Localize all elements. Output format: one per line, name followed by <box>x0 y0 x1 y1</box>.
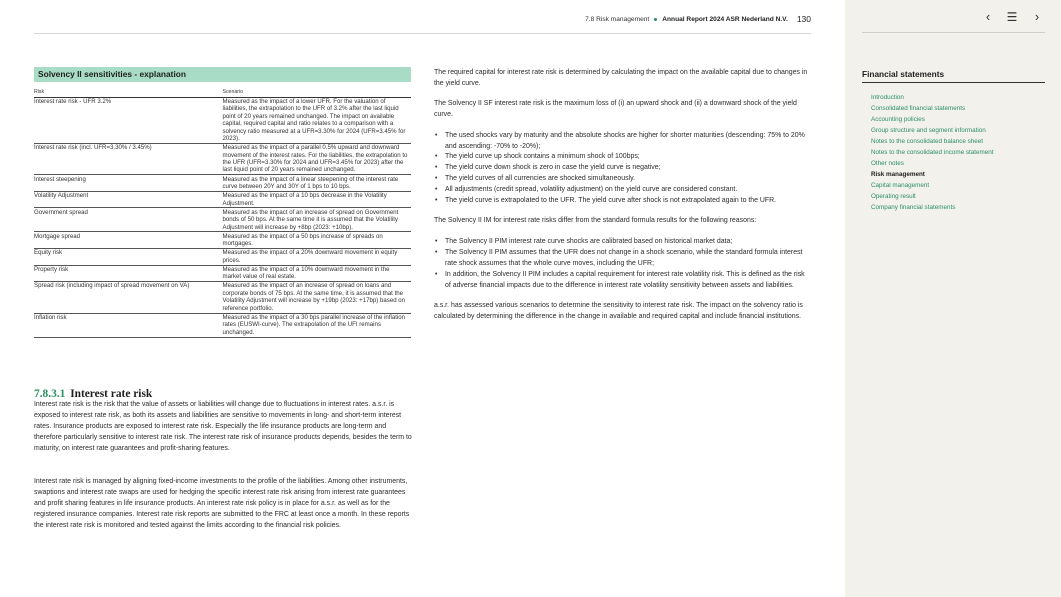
table-row <box>34 282 411 313</box>
im-differences-paragraph: The Solvency II IM for interest rate risks differ from the standard formula results for the following reasons: <box>434 217 757 225</box>
scenario-cell: Measured as the impact of a linear steepening of the interest rate curve between 20Y and 30Y of 1 bps to 10 bps. <box>223 175 412 192</box>
chevron-left-icon[interactable]: ‹ <box>985 9 991 24</box>
risk-cell: Inflation risk <box>34 313 223 337</box>
risk-cell: Interest rate risk - UFR 3.2% <box>34 97 223 143</box>
sidebar-divider <box>862 32 1045 33</box>
scenario-cell: Measured as the impact of a 10% downward movement in the market value of real estate. <box>223 265 412 282</box>
scenario-cell: Measured as the impact of a parallel 0.5% upward and downward movement of the interest rates. For the liabilities, the extrapolation to the UFR (UFR=3.30% for 2024 and UFR=3.45% for 2023) after the last liquid point of 20 years remained unchanged. <box>223 143 412 174</box>
sensitivities-table <box>34 88 411 338</box>
bullet-item: • The Solvency II PIM interest rate curve shocks are calibrated based on historical market data; <box>434 237 811 248</box>
table-row <box>34 97 411 143</box>
sidebar-title: Financial statements <box>862 69 1045 83</box>
risk-cell: Volatility Adjustment <box>34 191 223 208</box>
table-row <box>34 313 411 337</box>
sidebar-link-notes-to-the-consolidated-balance-sheet[interactable]: Notes to the consolidated balance sheet <box>871 138 984 146</box>
required-capital-paragraph: The required capital for interest rate risk is determined by calculating the impact on the available capital due to changes in the yield curve. <box>434 69 808 87</box>
header-meta <box>585 14 811 24</box>
scenario-cell: Measured as the impact of a 20% downward movement in equity prices. <box>223 248 412 265</box>
chevron-right-icon[interactable]: › <box>1034 9 1040 24</box>
risk-cell: Equity risk <box>34 248 223 265</box>
table-row <box>34 143 411 174</box>
sidebar-link-capital-management[interactable]: Capital management <box>871 182 930 190</box>
sidebar-link-other-notes[interactable]: Other notes <box>871 160 904 168</box>
section-heading <box>34 388 152 400</box>
header-report-title: Annual Report 2024 ASR Nederland N.V. <box>662 15 788 23</box>
sidebar-link-accounting-policies[interactable]: Accounting policies <box>871 116 925 124</box>
sidebar-link-company-financial-statements[interactable]: Company financial statements <box>871 204 956 212</box>
sidebar-link-operating-result[interactable]: Operating result <box>871 193 916 201</box>
sidebar-link-consolidated-financial-statements[interactable]: Consolidated financial statements <box>871 105 966 113</box>
scenario-cell: Measured as the impact of an increase of spread on Government bonds of 50 bps. At the same time it is assumed that the Volatility Adjustment will increase by +8bp (2023: +10bp). <box>223 208 412 232</box>
table-row <box>34 248 411 265</box>
risk-cell: Interest rate risk (incl. UFR=3.30% / 3.45%) <box>34 143 223 174</box>
sidebar-link-notes-to-the-consolidated-income-statement[interactable]: Notes to the consolidated income statement <box>871 149 994 157</box>
scenario-cell: Measured as the impact of a 10 bps decrease in the Volatility Adjustment. <box>223 191 412 208</box>
bullet-item: • The used shocks vary by maturity and the absolute shocks are higher for shorter maturities (descending: 75% to 20% and ascending: -70% to -20%); <box>434 131 811 153</box>
scenario-cell: Measured as the impact of a 30 bps parallel increase of the inflation rates (EUSWI-curve). The extrapolation of the UFI remains unchanged. <box>223 313 412 337</box>
navigation-sidebar <box>845 0 1061 597</box>
section-title: Interest rate risk <box>70 388 153 400</box>
middle-column <box>434 68 811 332</box>
scenario-cell: Measured as the impact of a lower UFR. For the valuation of liabilities, the extrapolation to the UFR of 3.2% after the last liquid point of 20 years remained unchanged. The impact on available capital, required capital and ratio relates to a comparison with a solvency ratio measured at a UFR=3.30% for 2024 (UFR=3.45% for 2023). <box>223 97 412 143</box>
separator-dot <box>654 18 657 21</box>
bullet-item: • All adjustments (credit spread, volatility adjustment) on the yield curve are considered constant. <box>434 185 811 196</box>
sidebar-link-group-structure-and-segment-information[interactable]: Group structure and segment information <box>871 127 986 135</box>
bullet-item: • The yield curve down shock is zero in case the yield curve is negative; <box>434 163 811 174</box>
sidebar-link-introduction[interactable]: Introduction <box>871 94 904 101</box>
table-row <box>34 191 411 208</box>
sidebar-link-risk-management[interactable]: Risk management <box>871 171 925 179</box>
bullet-item: • In addition, the Solvency II PIM includes a capital requirement for interest rate volatility risk. This is defined as the risk of adverse financial impacts due to the difference in interest rate volatility sensitivity between assets and liabilities. <box>434 270 811 292</box>
scenarios-paragraph: a.s.r. has assessed various scenarios to determine the sensitivity to interest rate risk. The impact on the solvency ratio is calculated by determining the difference in the change in available and required capital and include financial institutions. <box>434 301 803 320</box>
bullet-item: • The yield curve up shock contains a minimum shock of 100bps; <box>434 152 811 163</box>
scenario-cell: Measured as the impact of an increase of spread on loans and corporate bonds of 75 bps. At the same time, it is assumed that the Volatility Adjustment will increase by +19bp (2023: +17bp) based on reference portfolio. <box>223 282 412 313</box>
risk-cell: Property risk <box>34 265 223 282</box>
pim-bullet-list <box>434 237 811 292</box>
table-body <box>34 97 411 337</box>
bullet-item: • The Solvency II PIM assumes that the UFR does not change in a shock scenario, while the standard formula interest rate shock assumes that the whole curve moves, including the UFR; <box>434 248 811 270</box>
table-row <box>34 175 411 192</box>
risk-cell: Spread risk (including impact of spread movement on VA) <box>34 282 223 313</box>
sf-shock-bullet-list <box>434 131 811 207</box>
table-title: Solvency II sensitivities - explanation <box>34 67 411 82</box>
sidebar-nav <box>871 92 1051 214</box>
scenario-cell: Measured as the impact of a 50 bps increase of spreads on mortgages. <box>223 232 412 249</box>
risk-cell: Interest steepening <box>34 175 223 192</box>
section-number: 7.8.3.1 <box>34 388 66 400</box>
risk-cell: Government spread <box>34 208 223 232</box>
table-row <box>34 265 411 282</box>
bullet-item: • The yield curves of all currencies are shocked simultaneously. <box>434 174 811 185</box>
table-header-row <box>34 88 411 97</box>
table-row <box>34 208 411 232</box>
interest-rate-risk-paragraph-2: Interest rate risk is managed by aligning fixed-income investments to the profile of the liabilities. Among other instruments, swaptions and interest rate swaps are used for hedging the specific interest rate risk arising from interest rate guarantees and profit sharing features in life insurance products. An interest rate risk policy is in place for a.s.r. as well as for the registered insurance companies. Interest rate risk reports are submitted to the FRC at least once a month. In these reports the interest rate risk is monitored and tested against the limits according to the financial risk policies. <box>34 478 410 529</box>
interest-rate-risk-paragraph-1: Interest rate risk is the risk that the value of assets or liabilities will change due to fluctuations in interest rates. a.s.r. is exposed to interest rate risk, as both its assets and liabilities are sensitive to movements in long- and short-term interest rates. Insurance products are exposed to interest rate risk. Especially the life insurance products are long-term and therefore particularly sensitive to interest rate risk. The interest rate risk of insurance products depends, besides the term to maturity, on interest rate guarantees and profit-sharing features. <box>34 401 412 452</box>
sf-interest-rate-paragraph: The Solvency II SF interest rate risk is the maximum loss of (i) an upward shock and (ii) a downward shock of the yield curve. <box>434 100 797 119</box>
page-number: 130 <box>796 14 811 24</box>
bullet-item: • The yield curve is extrapolated to the UFR. The yield curve after shock is not extrapolated again to the UFR. <box>434 196 811 207</box>
page-header <box>34 10 811 34</box>
column-header-scenario: Scenario <box>223 88 412 97</box>
menu-icon[interactable]: ☰ <box>1006 10 1018 24</box>
column-header-risk: Risk <box>34 88 223 97</box>
header-section: 7.8 Risk management <box>585 15 650 23</box>
table-row <box>34 232 411 249</box>
risk-cell: Mortgage spread <box>34 232 223 249</box>
